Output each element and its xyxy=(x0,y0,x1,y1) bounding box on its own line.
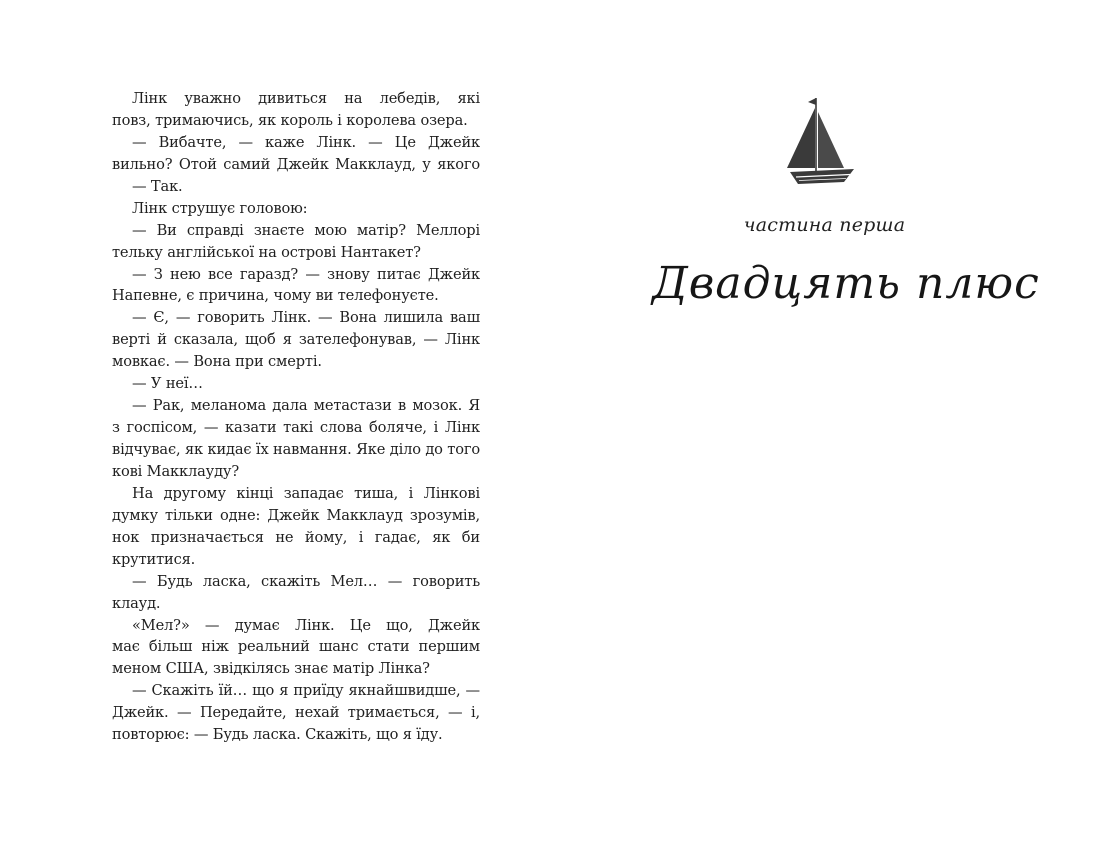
text-line: верті й сказала, щоб я зателефонував, — Лінк xyxy=(112,331,480,349)
text-line: — Скажіть їй… що я приїду якнайшвидше, — xyxy=(132,682,480,700)
text-line: клауд. xyxy=(112,594,161,612)
sailboat-icon xyxy=(784,96,858,188)
text-line: На другому кінці западає тиша, і Лінкові xyxy=(132,484,480,502)
chapter-title: Двадцять плюс xyxy=(652,258,1040,309)
text-line: з госпісом, — казати такі слова боляче, і Лінк xyxy=(112,419,480,437)
text-line: — Ви справді знаєте мою матір? Меллорі xyxy=(132,221,480,239)
text-line: повторює: — Будь ласка. Скажіть, що я їду. xyxy=(112,726,443,744)
text-line: «Мел?» — думає Лінк. Це що, Джейк xyxy=(132,616,480,634)
text-line: відчуває, як кидає їх навмання. Яке діло до того xyxy=(112,441,480,458)
text-line: — Є, — говорить Лінк. — Вона лишила ваш xyxy=(132,309,480,327)
text-line: повз, тримаючись, як король і королева озера. xyxy=(112,111,468,129)
text-line: — Вибачте, — каже Лінк. — Це Джейк xyxy=(132,133,480,151)
left-page xyxy=(0,0,552,859)
text-line: — Рак, меланома дала метастази в мозок. Я xyxy=(132,397,480,415)
right-page xyxy=(552,0,1105,859)
text-line: — Будь ласка, скажіть Мел… — говорить xyxy=(132,572,480,590)
text-line: мовкає. — Вона при смерті. xyxy=(112,353,322,371)
text-line: — Так. xyxy=(132,177,183,195)
text-line: Напевне, є причина, чому ви телефонуєте. xyxy=(112,287,439,305)
text-line: Джейк. — Передайте, нехай тримається, — і, xyxy=(112,704,480,722)
text-line: кові Макклауду? xyxy=(112,462,240,480)
text-line: має більш ніж реальний шанс стати першим xyxy=(112,638,480,656)
text-line: вильно? Отой самий Джейк Макклауд, у якого xyxy=(112,155,480,173)
text-line: Лінк струшує головою: xyxy=(132,199,308,217)
text-line: думку тільки одне: Джейк Макклауд зрозумів, xyxy=(112,506,480,524)
text-line: — У неї… xyxy=(132,375,203,393)
text-line: Лінк уважно дивиться на лебедів, які xyxy=(132,90,480,107)
text-line: — З нею все гаразд? — знову питає Джейк xyxy=(132,265,480,283)
body-text xyxy=(112,88,480,746)
text-line: крутитися. xyxy=(112,550,196,568)
text-line: тельку англійської на острові Нантакет? xyxy=(112,243,421,261)
text-line: нок призначається не йому, і гадає, як би xyxy=(112,528,480,546)
text-line: меном США, звідкілясь знає матір Лінка? xyxy=(112,660,430,678)
part-label: частина перша xyxy=(743,214,906,236)
